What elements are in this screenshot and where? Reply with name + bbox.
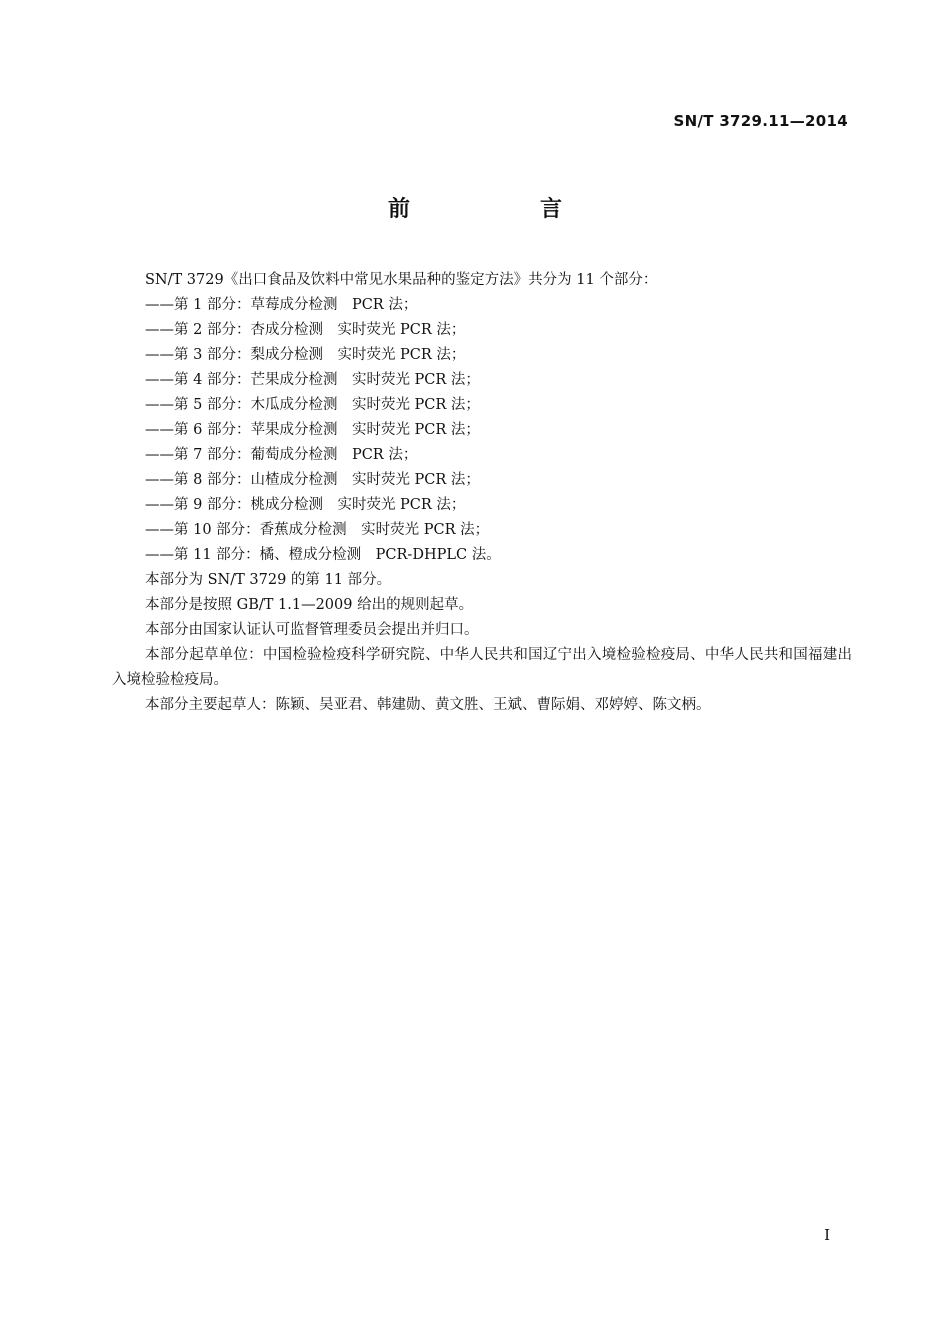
drafting-units-statement: 本部分起草单位：中国检验检疫科学研究院、中华人民共和国辽宁出入境检验检疫局、中华人民共和国福建出入境检验检疫局。	[112, 647, 852, 688]
page-number: I	[824, 1226, 830, 1244]
drafters-statement: 本部分主要起草人：陈颖、吴亚君、韩建勋、黄文胜、王斌、曹际娟、邓婷婷、陈文柄。	[145, 697, 711, 713]
drafting-rules-statement: 本部分是按照 GB/T 1.1—2009 给出的规则起草。	[145, 597, 474, 613]
part-item-3: ——第 3 部分：梨成分检测 实时荧光 PCR 法；	[145, 347, 466, 363]
foreword-body	[112, 268, 852, 718]
part-item-10: ——第 10 部分：香蕉成分检测 实时荧光 PCR 法；	[145, 522, 490, 538]
part-item-2: ——第 2 部分：杏成分检测 实时荧光 PCR 法；	[145, 322, 466, 338]
part-item-4: ——第 4 部分：芒果成分检测 实时荧光 PCR 法；	[145, 372, 480, 388]
part-item-7: ——第 7 部分：葡萄成分检测 PCR 法；	[145, 447, 418, 463]
part-item-6: ——第 6 部分：苹果成分检测 实时荧光 PCR 法；	[145, 422, 480, 438]
proposed-by-statement: 本部分由国家认证认可监督管理委员会提出并归口。	[145, 622, 479, 638]
part-item-8: ——第 8 部分：山楂成分检测 实时荧光 PCR 法；	[145, 472, 480, 488]
part-of-statement: 本部分为 SN/T 3729 的第 11 部分。	[145, 572, 392, 588]
part-item-1: ——第 1 部分：草莓成分检测 PCR 法；	[145, 297, 418, 313]
page-title: 前 言	[387, 197, 616, 222]
standard-code: SN/T 3729.11—2014	[673, 112, 848, 130]
intro-paragraph: SN/T 3729《出口食品及饮料中常见水果品种的鉴定方法》共分为 11 个部分：	[145, 272, 658, 288]
part-item-5: ——第 5 部分：木瓜成分检测 实时荧光 PCR 法；	[145, 397, 480, 413]
part-item-11: ——第 11 部分：橘、橙成分检测 PCR-DHPLC 法。	[145, 547, 501, 563]
part-item-9: ——第 9 部分：桃成分检测 实时荧光 PCR 法；	[145, 497, 466, 513]
